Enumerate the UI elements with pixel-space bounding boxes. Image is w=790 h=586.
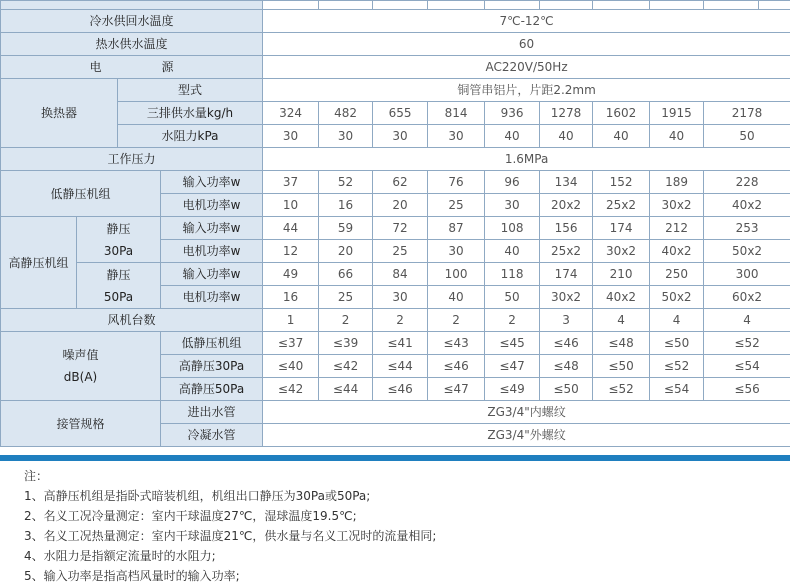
row-label: 水阻力kPa (118, 125, 263, 148)
notes-section (24, 466, 784, 586)
table-row-noise-high50: 高静压50Pa ≤42 ≤44 ≤46 ≤47 ≤49 ≤50 ≤52 ≤54 ≤56 (1, 378, 790, 401)
row-value: ZG3/4"外螺纹 (263, 424, 790, 447)
table-row-power (1, 56, 790, 79)
row-label: 三排供水量kg/h (118, 102, 263, 125)
row-label: 输入功率w (161, 217, 263, 240)
table-row-high30-motor: 电机功率w 12 20 25 30 40 25x2 30x2 40x2 50x2 (1, 240, 790, 263)
row-label: 型式 (118, 79, 263, 102)
row-label: 电机功率w (161, 286, 263, 309)
row-value: 7℃-12℃ (263, 10, 790, 33)
group-label-heat-exchanger: 换热器 (1, 79, 118, 148)
table-row-he-resistance: 水阻力kPa 30 30 30 30 40 40 40 40 50 (1, 125, 790, 148)
table-row-noise-low: 噪声值 dB(A) 低静压机组 ≤37 ≤39 ≤41 ≤43 ≤45 ≤46 ≤48 ≤50 ≤52 (1, 332, 790, 355)
note-item: 2、名义工况冷量测定：室内干球温度27℃，湿球温度19.5℃; (24, 506, 784, 526)
table-row-working-pressure (1, 148, 790, 171)
row-label: 高静压50Pa (161, 378, 263, 401)
row-label: 风机台数 (1, 309, 263, 332)
row-label: 输入功率w (161, 171, 263, 194)
row-label: 冷凝水管 (161, 424, 263, 447)
note-item: 1、高静压机组是指卧式暗装机组，机组出口静压为30Pa或50Pa; (24, 486, 784, 506)
group-label-noise: 噪声值 dB(A) (1, 332, 161, 401)
table-row-high50-input: 静压 50Pa 输入功率w 49 66 84 100 118 174 210 250 300 (1, 263, 790, 286)
note-item: 4、水阻力是指额定流量时的水阻力; (24, 546, 784, 566)
table-row-high30-input: 高静压机组 静压 30Pa 输入功率w 44 59 72 87 108 156 174 212 253 (1, 217, 790, 240)
row-label: 高静压30Pa (161, 355, 263, 378)
table-row-fan-count: 风机台数 1 2 2 2 2 3 4 4 4 (1, 309, 790, 332)
table-row-he-flow: 三排供水量kg/h 324 482 655 814 936 1278 1602 1915 2178 (1, 102, 790, 125)
table-row-low-static-input: 低静压机组 输入功率w 37 52 62 76 96 134 152 189 228 (1, 171, 790, 194)
row-label: 热水供水温度 (1, 33, 263, 56)
table-row-partial (1, 1, 790, 10)
notes-title: 注： (24, 466, 784, 486)
table-row-he-type (1, 79, 790, 102)
row-value: 1.6MPa (263, 148, 790, 171)
note-item: 5、输入功率是指高档风量时的输入功率; (24, 566, 784, 586)
row-value: 60 (263, 33, 790, 56)
group-label-high-static: 高静压机组 (1, 217, 77, 309)
row-label: 低静压机组 (161, 332, 263, 355)
table-row-hot-water-temp (1, 33, 790, 56)
row-label: 工作压力 (1, 148, 263, 171)
row-label: 电机功率w (161, 194, 263, 217)
table-row-low-static-motor: 电机功率w 10 16 20 25 30 20x2 25x2 30x2 40x2 (1, 194, 790, 217)
row-label: 输入功率w (161, 263, 263, 286)
row-value: ZG3/4"内螺纹 (263, 401, 790, 424)
sub-label-30pa: 静压 30Pa (77, 217, 161, 263)
group-label-low-static: 低静压机组 (1, 171, 161, 217)
row-label: 电机功率w (161, 240, 263, 263)
row-value: AC220V/50Hz (263, 56, 790, 79)
table-row-pipe-inlet (1, 401, 790, 424)
row-label: 电 源 (1, 56, 263, 79)
table-row-high50-motor: 电机功率w 16 25 30 40 50 30x2 40x2 50x2 60x2 (1, 286, 790, 309)
row-label: 冷水供回水温度 (1, 10, 263, 33)
table-row-cold-water-temp (1, 10, 790, 33)
row-label: 进出水管 (161, 401, 263, 424)
table-bottom-bar (0, 455, 790, 461)
note-item: 3、名义工况热量测定：室内干球温度21℃，供水量与名义工况时的流量相同; (24, 526, 784, 546)
sub-label-50pa: 静压 50Pa (77, 263, 161, 309)
group-label-pipe: 接管规格 (1, 401, 161, 447)
table-row-noise-high30: 高静压30Pa ≤40 ≤42 ≤44 ≤46 ≤47 ≤48 ≤50 ≤52 ≤54 (1, 355, 790, 378)
row-value: 铜管串铝片，片距2.2mm (263, 79, 790, 102)
